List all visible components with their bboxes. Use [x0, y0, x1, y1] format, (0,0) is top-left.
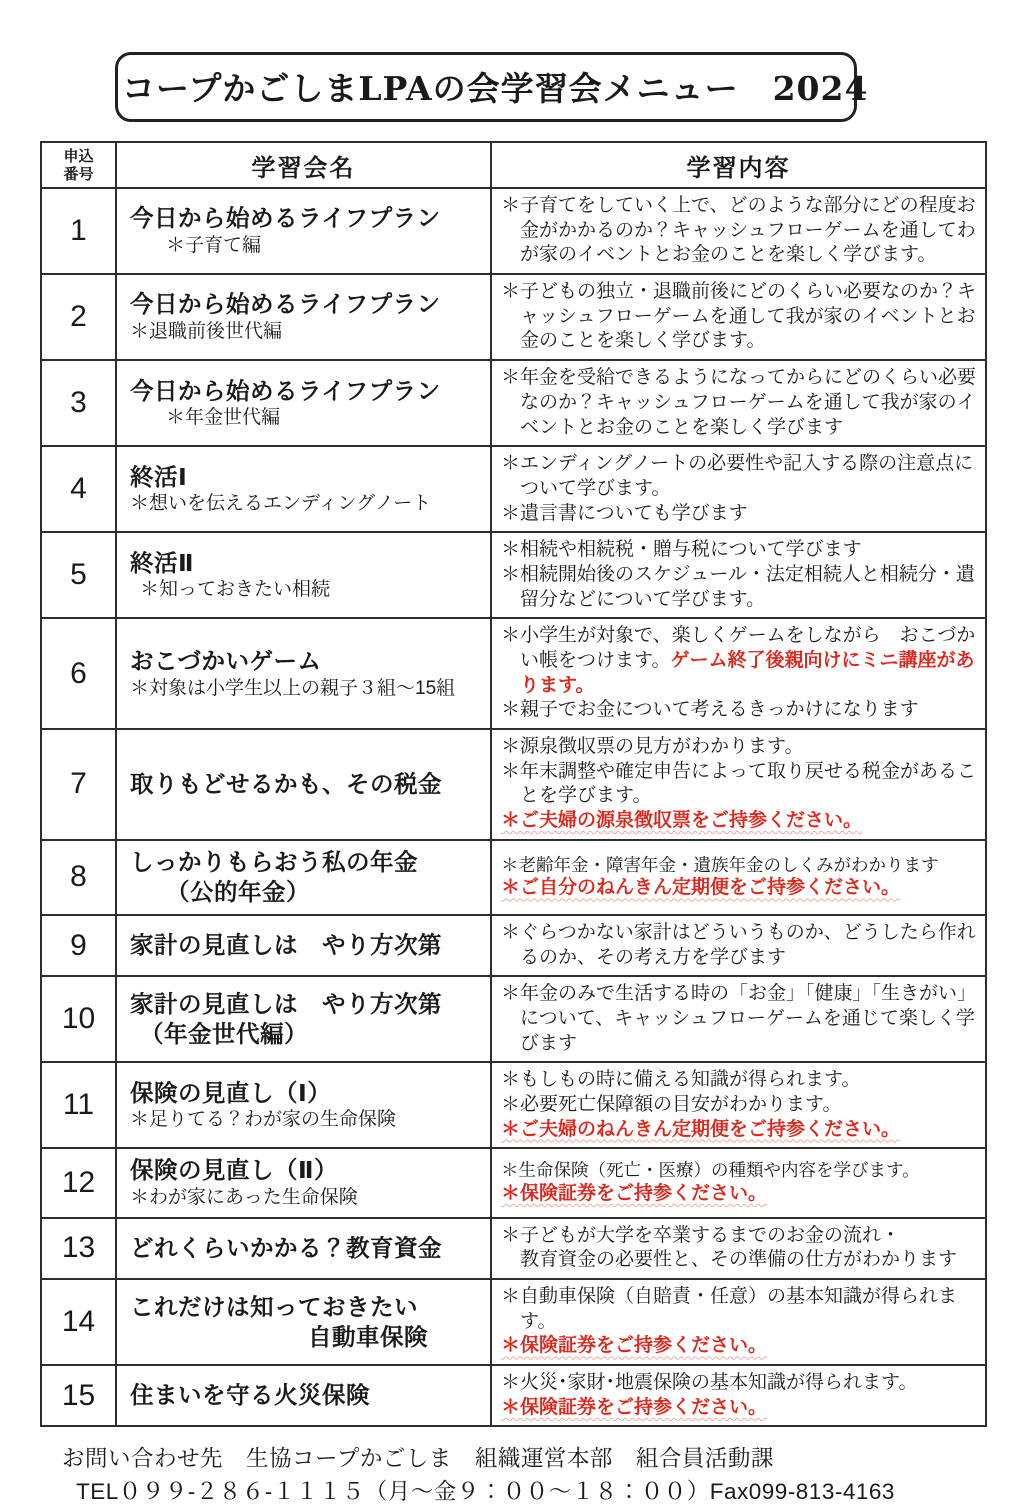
content-text: ＊子育てをしていく上で、どのような部分にどの程度お金がかかるのか？キャッシュフローゲームを通してわが家のイベントとお金のことを楽しく学びます。 [501, 195, 976, 266]
table-row [41, 729, 986, 840]
session-name-line: ＊わが家にあった生命保険 [130, 1186, 358, 1208]
session-name-cell [116, 274, 491, 360]
content-text: ＊必要死亡保障額の目安がわかります。 [501, 1094, 842, 1116]
row-number-cell: 8 [41, 840, 116, 915]
document-page [0, 52, 1024, 1505]
content-item [501, 1068, 979, 1093]
content-text: ＊小学生が対象で、楽しくゲームをしながら おこづかい帳をつけます。 [501, 625, 976, 671]
header-application-number [41, 142, 116, 188]
content-text: ＊相続や相続税・贈与税について学びます [501, 539, 862, 561]
table-row [41, 446, 986, 532]
session-content-cell [491, 360, 986, 446]
row-number-cell: 11 [41, 1062, 116, 1148]
content-text: ＊相続開始後のスケジュール・法定相続人と相続分・遺留分などについて学びます。 [501, 563, 975, 610]
content-item [501, 563, 979, 612]
session-name-line: しっかりもらおう私の年金 [130, 848, 418, 875]
content-item [501, 1182, 979, 1207]
session-name-cell [116, 729, 491, 840]
content-item [501, 624, 979, 698]
table-row [41, 840, 986, 915]
content-item [501, 854, 979, 877]
session-name-cell [116, 1218, 491, 1279]
content-text: ＊生命保険（死亡・医療）の種類や内容を学びます。 [501, 1160, 920, 1181]
row-number-cell: 2 [41, 274, 116, 360]
content-red-note: ＊保険証券をご持参ください。 [501, 1183, 768, 1205]
content-red-note: ＊保険証券をご持参ください。 [501, 1335, 768, 1357]
session-name-line: ＊退職前後世代編 [130, 321, 283, 343]
content-text: ＊親子でお金について考えるきっかけになります [501, 699, 919, 721]
table-row [41, 274, 986, 360]
content-item [501, 1118, 979, 1143]
table-row [41, 532, 986, 618]
table-row [41, 188, 986, 274]
content-red-note: ゲーム終了後親向けにミニ講座があります。 [520, 650, 975, 696]
content-item [501, 1093, 979, 1118]
content-text: ＊年金のみで生活する時の「お金」「健康」「生きがい」について、キャッシュフローゲームを通じて楽しく学びます [501, 983, 977, 1054]
session-name-cell [116, 1062, 491, 1148]
content-item [501, 809, 979, 834]
content-item [501, 735, 979, 760]
session-content-cell [491, 1148, 986, 1217]
content-item [501, 876, 979, 901]
content-text: ＊もしもの時に備える知識が得られます。 [501, 1069, 861, 1091]
content-text: ＊遺言書についても学びます [501, 502, 748, 524]
session-content-cell [491, 976, 986, 1062]
table-row [41, 618, 986, 729]
session-name-line: 自動車保険 [308, 1324, 428, 1351]
table-row [41, 360, 986, 446]
session-name-line: 終活Ⅰ [130, 463, 188, 490]
session-name-line: 保険の見直し（Ⅰ） [130, 1079, 332, 1106]
row-number-cell: 3 [41, 360, 116, 446]
learning-menu-table [40, 141, 987, 1427]
session-name-line: （年金世代編） [140, 1021, 308, 1048]
content-red-note: ＊ご夫婦の源泉徴収票をご持参ください。 [501, 810, 863, 832]
session-name-line: （公的年金） [166, 879, 310, 906]
content-text: ＊火災･家財･地震保険の基本知識が得られます。 [501, 1372, 918, 1394]
session-name-line: 今日から始めるライフプラン [130, 291, 441, 318]
row-number-cell: 7 [41, 729, 116, 840]
session-name-cell [116, 840, 491, 915]
content-text: ＊エンディングノートの必要性や記入する際の注意点について学びます。 [501, 453, 974, 499]
session-content-cell [491, 1218, 986, 1279]
session-name-line: 家計の見直しは やり方次第 [130, 932, 442, 959]
session-name-line: ＊子育て編 [166, 234, 262, 256]
session-content-cell [491, 618, 986, 729]
session-content-cell [491, 188, 986, 274]
table-body [41, 188, 986, 1426]
footer-contact [62, 1443, 1024, 1508]
session-content-cell [491, 915, 986, 976]
session-name-cell [116, 976, 491, 1062]
table-row [41, 915, 986, 976]
session-name-line: ＊知っておきたい相続 [140, 579, 331, 601]
content-item [501, 1396, 979, 1421]
row-number-cell: 9 [41, 915, 116, 976]
session-content-cell [491, 1365, 986, 1426]
content-text: ＊自動車保険（自賠責・任意）の基本知識が得られます。 [501, 1286, 958, 1332]
content-red-note: ＊ご夫婦のねんきん定期便をご持参ください。 [501, 1118, 901, 1140]
content-item [501, 1159, 979, 1182]
row-number-cell: 5 [41, 532, 116, 618]
footer-contact-org: お問い合わせ先 生協コープかごしま 組織運営本部 組合員活動課 [62, 1446, 774, 1472]
page-title [115, 52, 869, 122]
session-name-line: 保険の見直し（Ⅱ） [130, 1157, 338, 1184]
session-name-cell [116, 360, 491, 446]
row-number-cell: 6 [41, 618, 116, 729]
session-name-line: 住まいを守る火災保険 [130, 1382, 370, 1409]
content-item [501, 760, 979, 809]
session-content-cell [491, 840, 986, 915]
session-name-cell [116, 446, 491, 532]
session-name-cell [116, 188, 491, 274]
session-name-line: 今日から始めるライフプラン [130, 377, 441, 404]
session-name-line: 家計の見直しは やり方次第 [130, 990, 442, 1017]
header-session-content: 学習内容 [491, 142, 986, 188]
session-name-line: 今日から始めるライフプラン [130, 205, 441, 232]
session-content-cell [491, 274, 986, 360]
content-item [501, 366, 979, 440]
content-item [501, 1334, 979, 1359]
content-item [501, 280, 979, 354]
row-number-cell: 13 [41, 1218, 116, 1279]
header-application-number-line1: 申込 [63, 147, 94, 165]
content-item [501, 1285, 979, 1334]
session-name-line: 取りもどせるかも、その税金 [130, 771, 442, 798]
row-number-cell: 12 [41, 1148, 116, 1217]
footer-contact-phone: TEL０９９-２８６-１１１５（月～金９：００～１８：００）Fax099-813-4163 [76, 1479, 895, 1505]
session-content-cell [491, 729, 986, 840]
row-number-cell: 14 [41, 1279, 116, 1365]
session-name-cell [116, 1279, 491, 1365]
content-text: ＊子どもが大学を卒業するまでのお金の流れ・ [501, 1224, 901, 1246]
session-name-line: どれくらいかかる？教育資金 [130, 1235, 442, 1262]
content-item [501, 1224, 979, 1273]
session-name-line: 終活Ⅱ [130, 549, 194, 576]
session-content-cell [491, 1279, 986, 1365]
row-number-cell: 10 [41, 976, 116, 1062]
session-name-cell [116, 1148, 491, 1217]
content-text: ＊ぐらつかない家計はどういうものか、どうしたら作れるのか、その考え方を学びます [501, 921, 976, 968]
table-row [41, 1062, 986, 1148]
content-text: ＊年金を受給できるようになってからにどのくらい必要なのか？キャッシュフローゲームを通して我が家のイベントとお金のことを楽しく学びます [501, 367, 977, 438]
content-text: ＊子どもの独立・退職前後にどのくらい必要なのか？キャッシュフローゲームを通して我が家のイベントとお金のことを楽しく学びます。 [501, 281, 977, 352]
session-name-cell [116, 618, 491, 729]
table-row [41, 1279, 986, 1365]
table-row [41, 1218, 986, 1279]
session-content-cell [491, 446, 986, 532]
row-number-cell: 15 [41, 1365, 116, 1426]
content-text: 教育資金の必要性と、その準備の仕方がわかります [520, 1249, 958, 1271]
session-name-cell [116, 1365, 491, 1426]
session-name-line: ＊足りてる？わが家の生命保険 [130, 1109, 397, 1131]
header-session-name: 学習会名 [116, 142, 491, 188]
content-item [501, 982, 979, 1056]
content-item [501, 194, 979, 268]
session-name-line: ＊想いを伝えるエンディングノート [130, 493, 432, 515]
row-number-cell: 1 [41, 188, 116, 274]
session-name-line: おこづかいゲーム [130, 648, 322, 675]
content-item [501, 502, 979, 527]
content-item [501, 452, 979, 501]
content-red-note: ＊ご自分のねんきん定期便をご持参ください。 [501, 877, 901, 899]
session-content-cell [491, 1062, 986, 1148]
content-item [501, 1371, 979, 1396]
table-row [41, 1148, 986, 1217]
session-content-cell [491, 532, 986, 618]
table-row [41, 1365, 986, 1426]
page-title-text: コープかごしまLPAの会学習会メニュー 2024 [122, 69, 869, 108]
content-item [501, 698, 979, 723]
session-name-line: ＊年金世代編 [166, 407, 281, 429]
header-application-number-line2: 番号 [63, 165, 94, 183]
session-name-cell [116, 532, 491, 618]
table-header-row [41, 142, 986, 188]
session-name-line: これだけは知っておきたい [130, 1293, 418, 1320]
table-row [41, 976, 986, 1062]
content-item [501, 921, 979, 970]
content-text: ＊源泉徴収票の見方がわかります。 [501, 736, 804, 758]
content-text: ＊年末調整や確定申告によって取り戻せる税金があることを学びます。 [501, 760, 977, 807]
session-name-cell [116, 915, 491, 976]
content-text: ＊老齢年金・障害年金・遺族年金のしくみがわかります [501, 854, 939, 875]
content-red-note: ＊保険証券をご持参ください。 [501, 1396, 768, 1418]
session-name-line: ＊対象は小学生以上の親子３組～15組 [130, 677, 456, 699]
row-number-cell: 4 [41, 446, 116, 532]
content-item [501, 538, 979, 563]
